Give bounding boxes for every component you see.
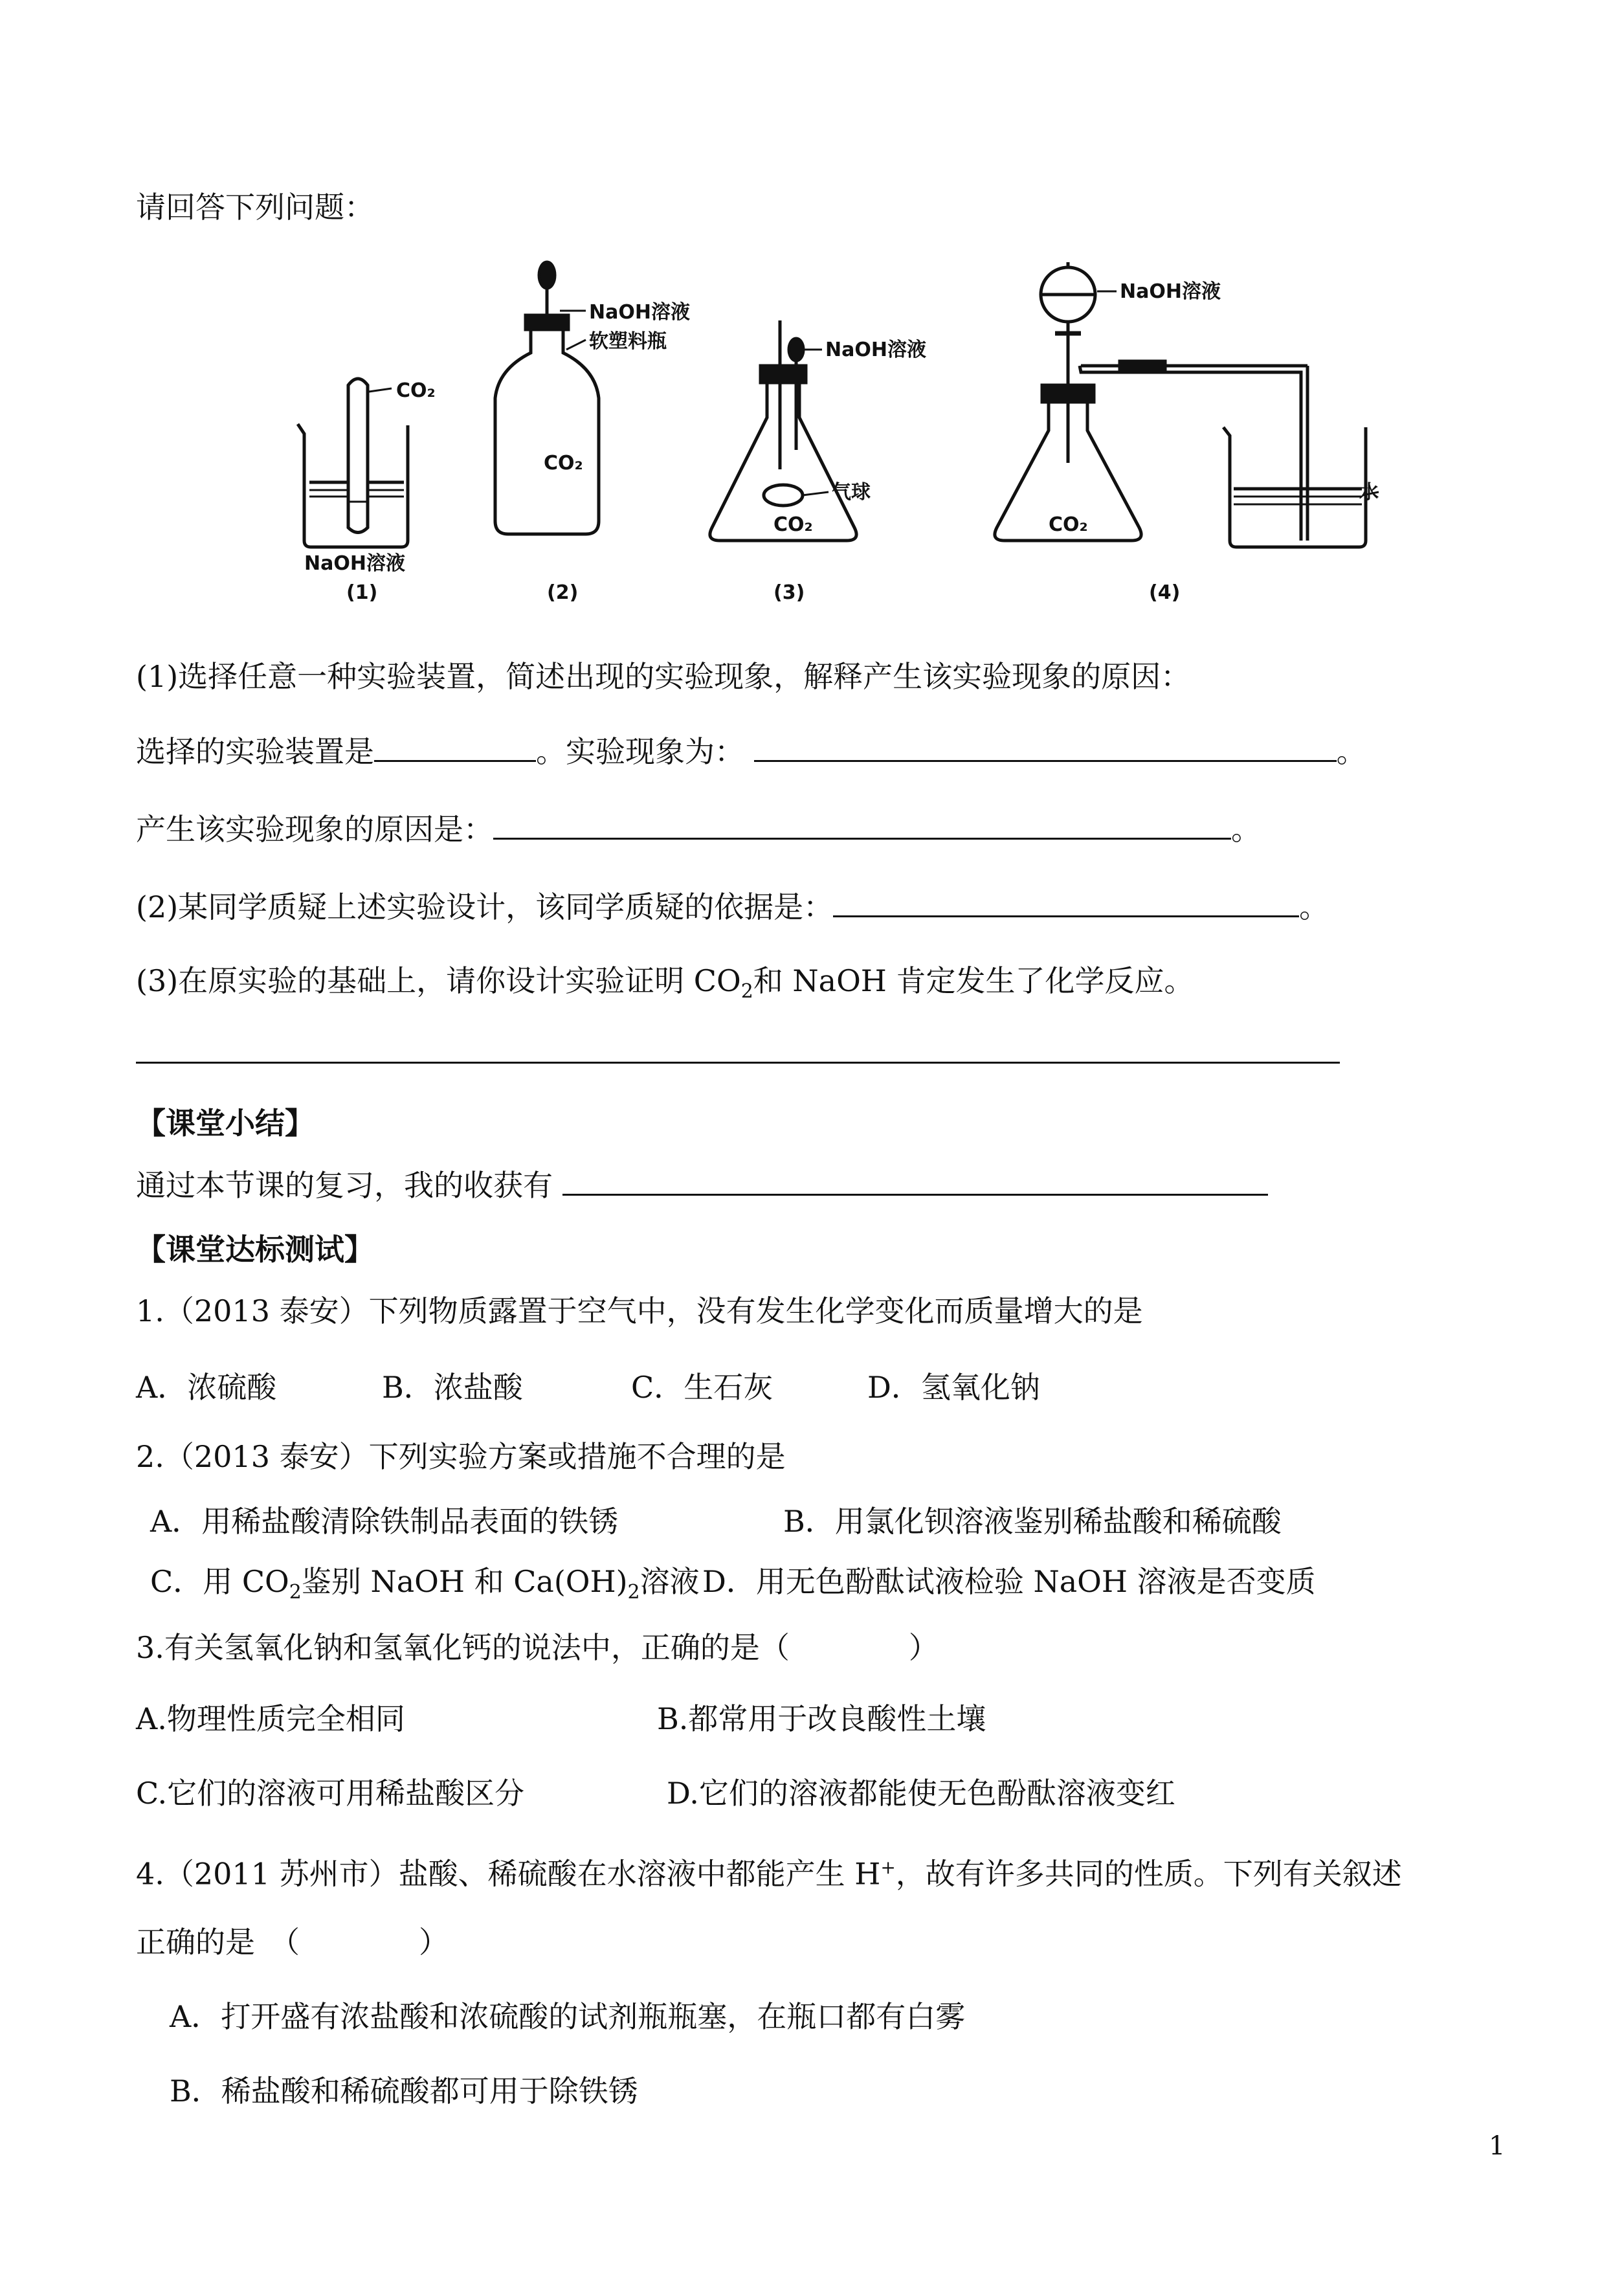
blank-phenomenon[interactable] [754, 732, 1337, 762]
label-co2-3: CO₂ [773, 513, 813, 536]
test-q3-opt-b: B.都常用于改良酸性土壤 [657, 1701, 986, 1736]
blank-reason[interactable] [493, 809, 1231, 840]
test-q3-opt-a: A.物理性质完全相同 [136, 1701, 405, 1736]
test-q4-stem: 4.（2011 苏州市）盐酸、稀硫酸在水溶液中都能产生 H+，故有许多共同的性质。下列有关叙述 [136, 1856, 1402, 1892]
test-q2-opt-c: C．用 $CO_2$鉴别 NaOH 和 $Ca(OH)_2$溶液 [150, 1564, 700, 1604]
q2-line: (2)某同学质疑上述实验设计，该同学质疑的依据是： 。 [136, 887, 1329, 926]
label-bottle-2: 软塑料瓶 [589, 330, 667, 353]
apparatus-figure [285, 256, 1385, 618]
summary-line: 通过本节课的复习，我的收获有 [136, 1165, 1268, 1205]
q1-line1: 选择的实验装置是 。实验现象为： 。 [136, 732, 1366, 771]
intro-text: 请回答下列问题： [136, 190, 374, 225]
apparatus-1 [298, 379, 408, 547]
label-naoh-2: NaOH溶液 [589, 301, 690, 324]
caption-4: (4) [1149, 581, 1181, 604]
label-water-4: 水 [1359, 481, 1379, 504]
summary-heading: 【课堂小结】 [136, 1106, 315, 1141]
test-q2-stem: 2.（2013 泰安）下列实验方案或措施不合理的是 [136, 1439, 786, 1474]
test-q1-opt-c: C．生石灰 [631, 1370, 773, 1405]
test-q3-opt-d: D.它们的溶液都能使无色酚酞溶液变红 [667, 1776, 1175, 1811]
label-co2-4: CO₂ [1049, 513, 1088, 536]
test-q2-opt-d: D．用无色酚酞试液检验 NaOH 溶液是否变质 [702, 1564, 1316, 1599]
test-q4-opt-a: A．打开盛有浓盐酸和浓硫酸的试剂瓶瓶塞，在瓶口都有白雾 [170, 1999, 966, 2034]
test-q1-opt-d: D．氢氧化钠 [867, 1370, 1040, 1405]
caption-1: (1) [346, 581, 378, 604]
page-number: 1 [1489, 2131, 1506, 2161]
test-q4-opt-b: B．稀盐酸和稀硫酸都可用于除铁锈 [170, 2074, 638, 2108]
caption-2: (2) [547, 581, 579, 604]
test-q3-stem: 3.有关氢氧化钠和氢氧化钙的说法中，正确的是（ ） [136, 1630, 939, 1665]
test-q3-opt-c: C.它们的溶液可用稀盐酸区分 [136, 1776, 525, 1811]
blank-harvest[interactable] [562, 1165, 1268, 1196]
test-q4-stem2: 正确的是 （ ） [136, 1925, 449, 1960]
blank-basis[interactable] [833, 887, 1299, 917]
test-q2-opt-a: A．用稀盐酸清除铁制品表面的铁锈 [150, 1504, 619, 1539]
caption-3: (3) [773, 581, 805, 604]
blank-design[interactable] [136, 1062, 1340, 1064]
label-naoh-4: NaOH溶液 [1120, 280, 1221, 303]
blank-apparatus[interactable] [374, 732, 536, 762]
apparatus-4 [995, 262, 1379, 547]
test-q1-stem: 1.（2013 泰安）下列物质露置于空气中，没有发生化学变化而质量增大的是 [136, 1293, 1143, 1328]
label-naoh-3: NaOH溶液 [825, 339, 926, 361]
q1-prompt: (1)选择任意一种实验装置，简述出现的实验现象，解释产生该实验现象的原因： [136, 659, 1191, 694]
q1-line2: 产生该实验现象的原因是： 。 [136, 809, 1261, 849]
test-q2-opt-b: B．用氯化钡溶液鉴别稀盐酸和稀硫酸 [783, 1504, 1282, 1539]
label-naoh-1: NaOH溶液 [304, 552, 405, 575]
test-q1-opt-b: B．浓盐酸 [382, 1370, 523, 1405]
test-heading: 【课堂达标测试】 [136, 1232, 374, 1267]
label-co2-1: CO₂ [396, 379, 436, 402]
label-balloon-3: 气球 [832, 481, 871, 504]
apparatus-2 [495, 262, 599, 534]
label-co2-2: CO₂ [544, 452, 583, 475]
q3-line: (3)在原实验的基础上，请你设计实验证明 $CO_2$和 NaOH 肯定发生了化学反应。 [136, 963, 1194, 1003]
test-q1-opt-a: A．浓硫酸 [136, 1370, 277, 1405]
